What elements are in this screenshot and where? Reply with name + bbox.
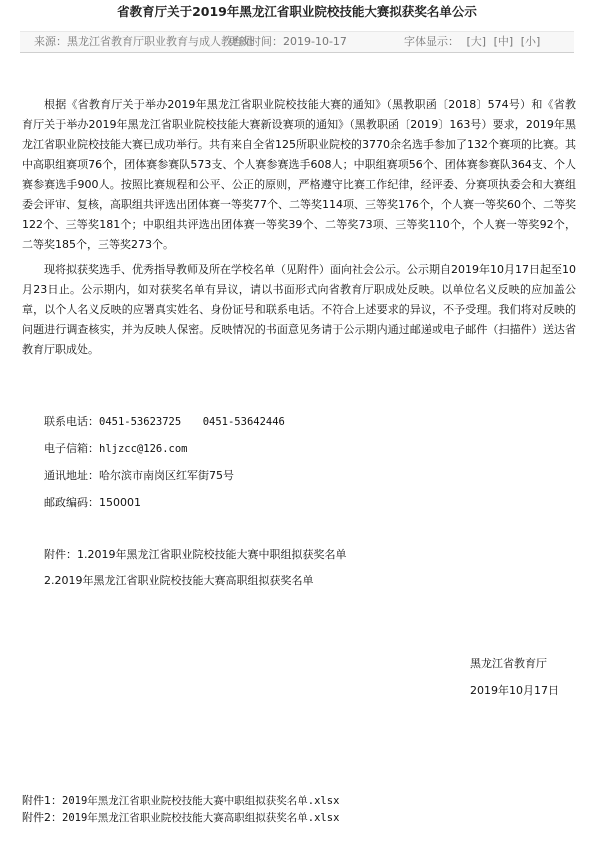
email-label: 电子信箱： bbox=[44, 442, 99, 455]
page-title: 省教育厅关于2019年黑龙江省职业院校技能大赛拟获奖名单公示 bbox=[117, 4, 477, 19]
article-meta-bar bbox=[20, 31, 574, 53]
font-size-medium-button[interactable]: [中] bbox=[493, 35, 514, 48]
source-text: 来源：黑龙江省教育厅职业教育与成人教育处 bbox=[34, 35, 254, 48]
address-value: 哈尔滨市南岗区红军街75号 bbox=[99, 469, 234, 482]
contact-postcode bbox=[44, 495, 141, 511]
postcode-value: 150001 bbox=[99, 496, 141, 509]
body-paragraph: 根据《省教育厅关于举办2019年黑龙江省职业院校技能大赛的通知》（黑教职函〔2018〕574号）和《省教育厅关于举办2019年黑龙江省职业院校技能大赛新设赛项的通知》（黑教职函〔2019〕163号）要求，2019年黑龙江省职业院校技能大赛已成功举行。共有来自全省125所职业院校的3770余名选手参加了132个赛项的比赛。其中高职组赛项76个，团体赛参赛队573支、个人赛参赛选手608人；中职组赛项56个、团体赛参赛队364支、个人赛参赛选手900人。按照比赛规程和公平、公正的原则，严格遵守比赛工作纪律，经评委、分赛项执委会和大赛组委会评审、复核，高职组共评选出团体赛一等奖77个、二等奖114项、三等奖176个，个人赛一等奖60个、二等奖122个、三等奖181个；中职组共评选出团体赛一等奖39个、二等奖73项、三等奖110个，个人赛一等奖92个，二等奖185个，三等奖273个。 bbox=[22, 98, 576, 251]
phone-number-1: 0451-53623725 bbox=[99, 416, 182, 428]
address-label: 通讯地址： bbox=[44, 469, 99, 482]
download-link-2[interactable]: 2019年黑龙江省职业院校技能大赛高职组拟获奖名单.xlsx bbox=[62, 812, 340, 824]
download-label-1: 附件1： bbox=[22, 794, 62, 807]
attachment-note-2: 2.2019年黑龙江省职业院校技能大赛高职组拟获奖名单 bbox=[44, 574, 314, 587]
article-body bbox=[22, 95, 576, 360]
update-time: 更新时间：2019-10-17 bbox=[228, 35, 347, 48]
postcode-label: 邮政编码： bbox=[44, 496, 99, 509]
download-label-2: 附件2： bbox=[22, 811, 62, 824]
email-address: hljzcc@126.com bbox=[99, 443, 188, 455]
phone-number-2: 0451-53642446 bbox=[202, 416, 285, 428]
contact-address bbox=[44, 468, 234, 484]
contact-phone bbox=[44, 414, 285, 430]
phone-label: 联系电话： bbox=[44, 415, 99, 428]
font-size-large-button[interactable]: [大] bbox=[466, 35, 487, 48]
signature-org: 黑龙江省教育厅 bbox=[470, 657, 547, 670]
font-size-small-button[interactable]: [小] bbox=[520, 35, 541, 48]
download-item-1 bbox=[22, 793, 339, 809]
font-size-switcher bbox=[404, 32, 540, 52]
font-size-label: 字体显示： bbox=[404, 35, 459, 48]
body-paragraph: 现将拟获奖选手、优秀指导教师及所在学校名单（见附件）面向社会公示。公示期自2019年10月17日起至10月23日止。公示期内，如对获奖名单有异议，请以书面形式向省教育厅职成处反映。以单位名义反映的应加盖公章，以个人名义反映的应署真实姓名、身份证号和联系电话。不符合上述要求的异议，不予受理。我们将对反映的问题进行调查核实，并为反映人保密。反映情况的书面意见务请于公示期内通过邮递或电子邮件（扫描件）送达省教育厅职成处。 bbox=[22, 263, 576, 356]
signature-date: 2019年10月17日 bbox=[470, 684, 559, 697]
contact-email bbox=[44, 441, 188, 457]
download-item-2 bbox=[22, 810, 339, 826]
attachment-note-1: 附件：1.2019年黑龙江省职业院校技能大赛中职组拟获奖名单 bbox=[44, 548, 347, 561]
download-link-1[interactable]: 2019年黑龙江省职业院校技能大赛中职组拟获奖名单.xlsx bbox=[62, 795, 340, 807]
